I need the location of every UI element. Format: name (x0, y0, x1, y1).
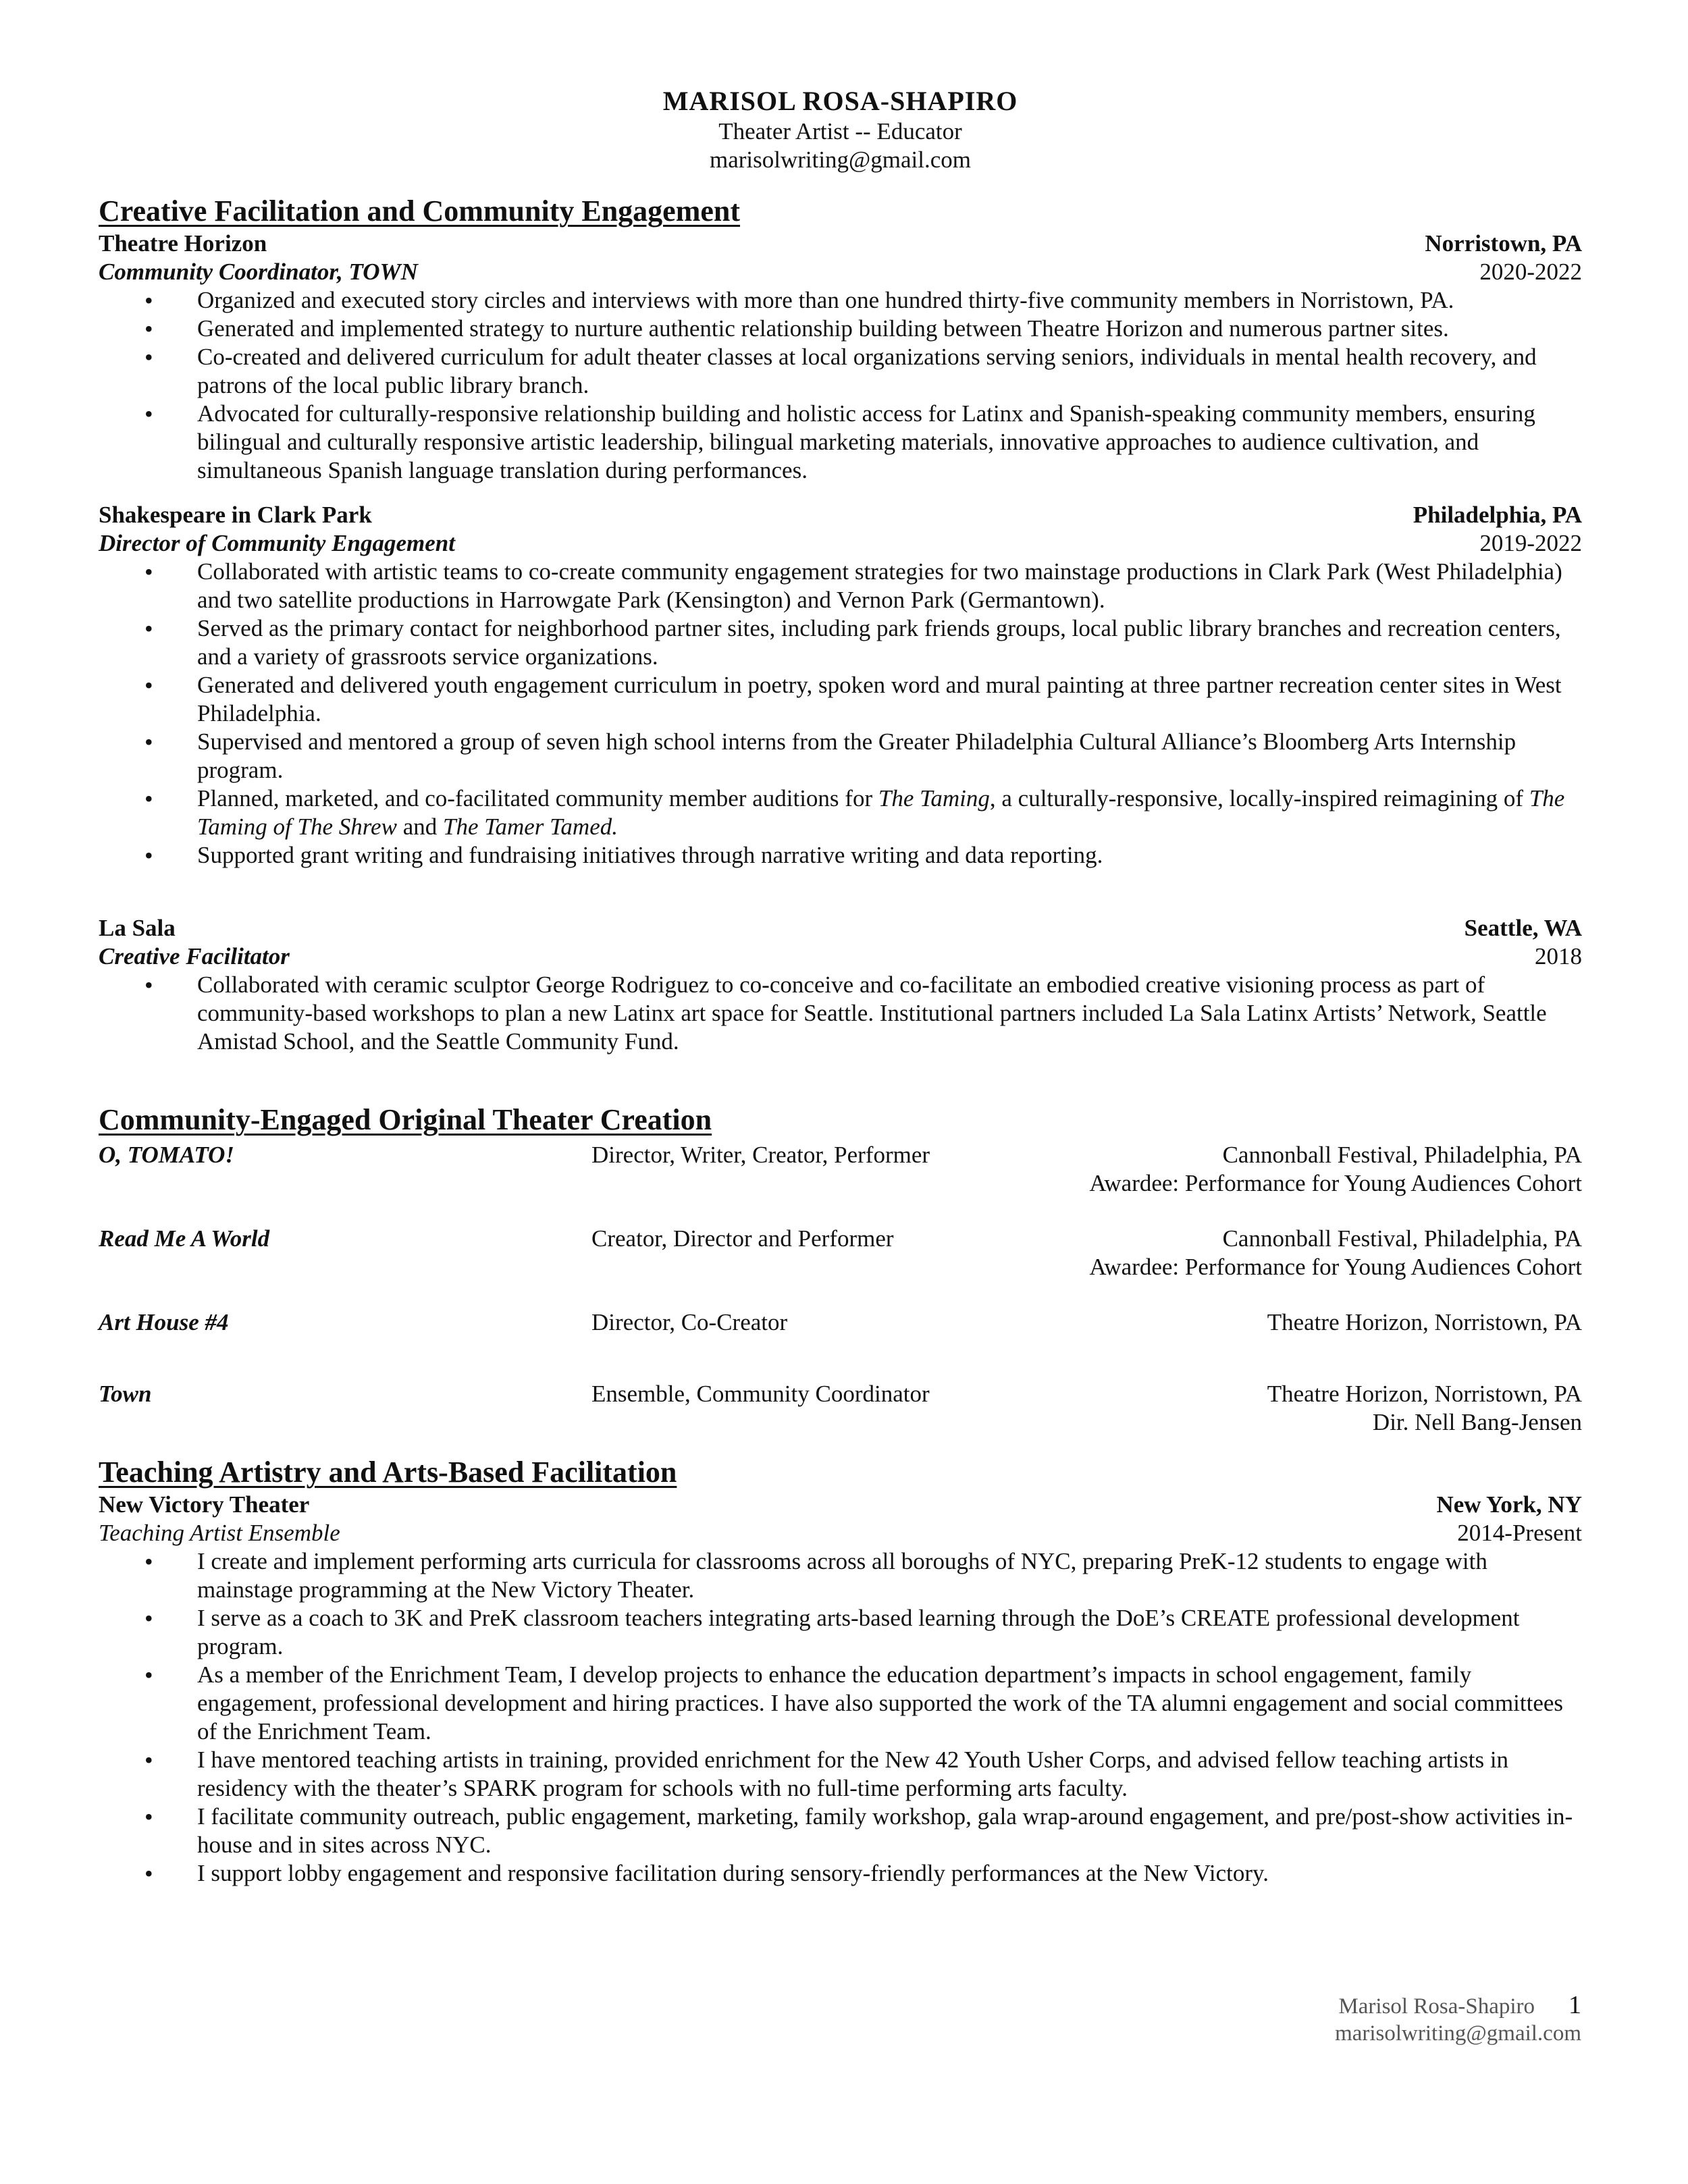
project-roles: Director, Co-Creator (591, 1309, 788, 1335)
project-venue-block (1030, 1225, 1582, 1281)
org-name: New Victory Theater (99, 1491, 310, 1518)
project-row (99, 1308, 1582, 1337)
org-location: Seattle, WA (1464, 915, 1582, 941)
section-title-teaching: Teaching Artistry and Arts-Based Facilitation (99, 1456, 677, 1489)
play-title: The Tamer Tamed. (442, 814, 618, 840)
entry-role-row (99, 1519, 1582, 1547)
project-venue-block (1030, 1380, 1582, 1437)
bullet-item: • Collaborated with artistic teams to co-create community engagement strategies for two mainstage productions in Clark Park (West Philadelphia) and two satellite productions in Harrowgate Park (Kensington) and Vernon Park (Germantown). (99, 558, 1582, 614)
project-roles: Ensemble, Community Coordinator (591, 1381, 930, 1407)
bullet-text: , a culturally-responsive, locally-inspired reimagining of (989, 785, 1529, 811)
entry-org-row (99, 230, 1582, 258)
bullet-item: • I create and implement performing arts curricula for classrooms across all boroughs of NYC, preparing PreK-12 students to engage with mainstage programming at the New Victory Theater. (99, 1547, 1582, 1604)
entry-theatre-horizon (99, 230, 1582, 485)
resume-content (99, 85, 1582, 1888)
entry-org-row (99, 1491, 1582, 1519)
project-venue-block (1030, 1141, 1582, 1198)
role-dates: 2020-2022 (1479, 259, 1582, 285)
project-note: Awardee: Performance for Young Audiences Cohort (1089, 1254, 1582, 1280)
entry-new-victory (99, 1491, 1582, 1888)
entry-org-row (99, 914, 1582, 942)
section-title-creation: Community-Engaged Original Theater Creation (99, 1103, 712, 1136)
project-venue: Cannonball Festival, Philadelphia, PA (1222, 1225, 1582, 1252)
resume-header (99, 85, 1582, 174)
bullet-item: • Generated and delivered youth engagement curriculum in poetry, spoken word and mural painting at three partner recreation center sites in West Philadelphia. (99, 671, 1582, 728)
bullet-text: Planned, marketed, and co-facilitated community member auditions for (197, 785, 878, 811)
entry-role-row (99, 529, 1582, 558)
project-row (99, 1225, 1582, 1281)
org-location: Norristown, PA (1425, 230, 1582, 257)
bullet-item: • Collaborated with ceramic sculptor George Rodriguez to co-conceive and co-facilitate an embodied creative visioning process as part of community-based workshops to plan a new Latinx art space for Seattle. Institutional partners included La Sala Latinx Artists’ Network, Seattle Amistad School, and the Seattle Community Fund. (99, 971, 1582, 1056)
project-roles: Creator, Director and Performer (591, 1225, 894, 1252)
bullet-item: • I support lobby engagement and responsive facilitation during sensory-friendly performances at the New Victory. (99, 1859, 1582, 1888)
project-row (99, 1380, 1582, 1437)
role-title: Creative Facilitator (99, 943, 290, 969)
project-venue: Theatre Horizon, Norristown, PA (1267, 1381, 1582, 1407)
project-venue-block (1030, 1308, 1582, 1337)
bullet-list (99, 286, 1582, 485)
project-note: Dir. Nell Bang-Jensen (1372, 1409, 1582, 1435)
section-title-facilitation: Creative Facilitation and Community Engagement (99, 194, 741, 228)
play-title: The Taming of The Shrew (197, 785, 1565, 840)
bullet-item: • I serve as a coach to 3K and PreK classroom teachers integrating arts-based learning through the DoE’s CREATE professional development program. (99, 1604, 1582, 1661)
applicant-email: marisolwriting@gmail.com (709, 147, 972, 173)
org-name: La Sala (99, 915, 176, 941)
role-dates: 2018 (1535, 943, 1582, 969)
bullet-item-taming (99, 784, 1582, 841)
org-location: Philadelphia, PA (1413, 502, 1582, 528)
bullet-item: • Organized and executed story circles and interviews with more than one hundred thirty-five community members in Norristown, PA. (99, 286, 1582, 315)
play-title: The Taming (878, 785, 990, 811)
applicant-tagline: Theater Artist -- Educator (718, 118, 962, 144)
bullet-list (99, 558, 1582, 870)
project-note: Awardee: Performance for Young Audiences Cohort (1089, 1170, 1582, 1196)
role-dates: 2014-Present (1457, 1520, 1582, 1546)
project-roles: Director, Writer, Creator, Performer (591, 1142, 930, 1168)
footer-email: marisolwriting@gmail.com (1335, 2021, 1581, 2046)
footer-name-line (1335, 1992, 1581, 2020)
applicant-name: MARISOL ROSA-SHAPIRO (662, 86, 1018, 116)
project-title: Town (99, 1381, 152, 1407)
bullet-item: • Served as the primary contact for neighborhood partner sites, including park friends groups, local public library branches and recreation centers, and a variety of grassroots service organizations. (99, 614, 1582, 671)
bullet-item: • Generated and implemented strategy to nurture authentic relationship building between Theatre Horizon and numerous partner sites. (99, 315, 1582, 343)
bullet-item: • Supervised and mentored a group of seven high school interns from the Greater Philadelphia Cultural Alliance’s Bloomberg Arts Internship program. (99, 728, 1582, 784)
entry-la-sala (99, 914, 1582, 1056)
bullet-item: • Supported grant writing and fundraising initiatives through narrative writing and data reporting. (99, 841, 1582, 870)
org-name: Theatre Horizon (99, 230, 267, 257)
bullet-list (99, 971, 1582, 1056)
bullet-item: • I facilitate community outreach, public engagement, marketing, family workshop, gala wrap-around engagement, and pre/post-show activities in-house and in sites across NYC. (99, 1803, 1582, 1859)
project-venue: Theatre Horizon, Norristown, PA (1267, 1309, 1582, 1335)
bullet-item: • Co-created and delivered curriculum for adult theater classes at local organizations serving seniors, individuals in mental health recovery, and patrons of the local public library branch. (99, 343, 1582, 400)
bullet-list (99, 1547, 1582, 1888)
project-title: O, TOMATO! (99, 1142, 234, 1168)
project-venue: Cannonball Festival, Philadelphia, PA (1222, 1142, 1582, 1168)
role-title: Director of Community Engagement (99, 530, 455, 556)
project-title: Read Me A World (99, 1225, 270, 1252)
entry-role-row (99, 258, 1582, 286)
project-row (99, 1141, 1582, 1198)
org-location: New York, NY (1436, 1491, 1582, 1518)
entry-org-row (99, 501, 1582, 529)
role-dates: 2019-2022 (1479, 530, 1582, 556)
org-name: Shakespeare in Clark Park (99, 502, 372, 528)
bullet-item: • Advocated for culturally-responsive relationship building and holistic access for Latinx and Spanish-speaking community members, ensuring bilingual and culturally responsive artistic leadership, bilingual marketing materials, innovative approaches to audience cultivation, and simultaneous Spanish language translation during performances. (99, 400, 1582, 485)
bullet-item: • I have mentored teaching artists in training, provided enrichment for the New 42 Youth Usher Corps, and advised fellow teaching artists in residency with the theater’s SPARK program for schools with no full-time performing arts faculty. (99, 1746, 1582, 1803)
project-title: Art House #4 (99, 1309, 229, 1335)
role-title: Teaching Artist Ensemble (99, 1520, 340, 1546)
page-number: 1 (1568, 1991, 1581, 2019)
bullet-text: and (396, 814, 443, 840)
role-title: Community Coordinator, TOWN (99, 259, 418, 285)
entry-role-row (99, 942, 1582, 971)
bullet-item: • As a member of the Enrichment Team, I develop projects to enhance the education department’s impacts in school engagement, family engagement, professional development and hiring practices. I have also supported the work of the TA alumni engagement and social committees of the Enrichment Team. (99, 1661, 1582, 1746)
entry-shakespeare-clark-park (99, 501, 1582, 870)
footer-name: Marisol Rosa-Shapiro (1338, 1994, 1535, 2019)
page-footer (1335, 1992, 1581, 2047)
